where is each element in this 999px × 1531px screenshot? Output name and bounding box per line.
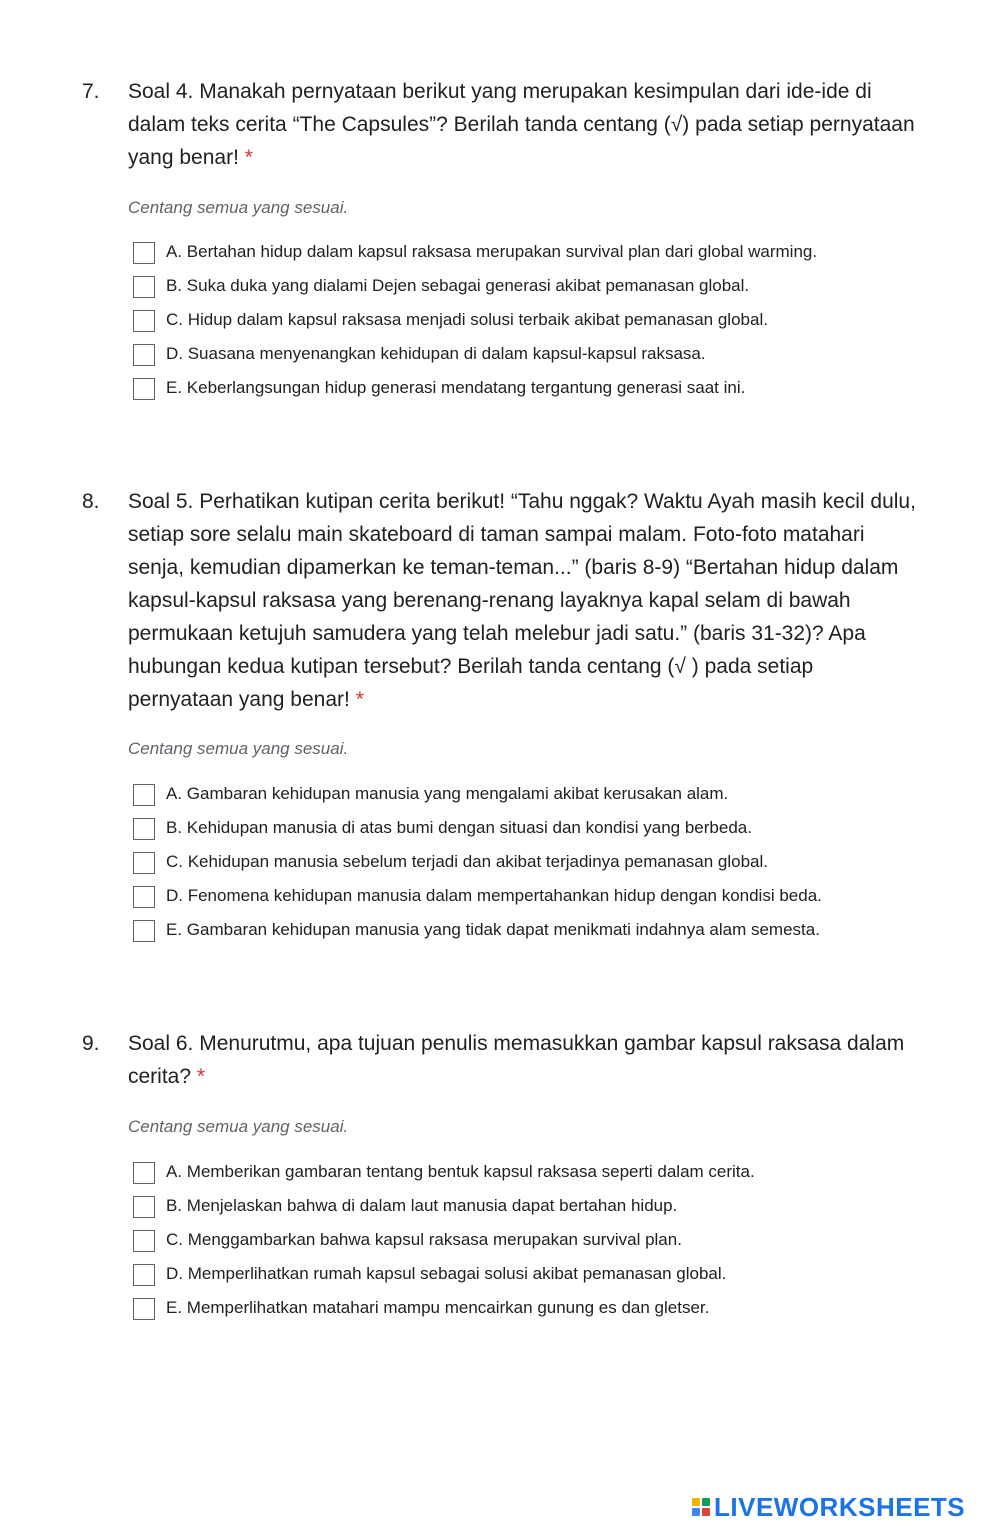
checkbox[interactable] bbox=[133, 242, 155, 264]
option-label: A. Gambaran kehidupan manusia yang mengalami akibat kerusakan alam. bbox=[166, 784, 729, 803]
option-label: D. Suasana menyenangkan kehidupan di dalam kapsul-kapsul raksasa. bbox=[166, 344, 706, 363]
option-label: B. Kehidupan manusia di atas bumi dengan situasi dan kondisi yang berbeda. bbox=[166, 818, 752, 837]
option-a[interactable] bbox=[133, 777, 953, 811]
checkbox[interactable] bbox=[133, 1230, 155, 1252]
checkbox[interactable] bbox=[133, 1298, 155, 1320]
required-mark: * bbox=[196, 1065, 206, 1088]
logo-square-4 bbox=[702, 1508, 710, 1516]
option-e[interactable] bbox=[133, 371, 953, 405]
option-label: D. Fenomena kehidupan manusia dalam mempertahankan hidup dengan kondisi beda. bbox=[166, 886, 822, 905]
option-d[interactable] bbox=[133, 1257, 953, 1291]
option-e[interactable] bbox=[133, 1291, 953, 1325]
logo-square-3 bbox=[692, 1508, 700, 1516]
option-c[interactable] bbox=[133, 1223, 953, 1257]
option-label: C. Kehidupan manusia sebelum terjadi dan akibat terjadinya pemanasan global. bbox=[166, 852, 768, 871]
option-d[interactable] bbox=[133, 337, 953, 371]
checkbox[interactable] bbox=[133, 886, 155, 908]
options-list bbox=[133, 777, 953, 947]
option-a[interactable] bbox=[133, 1155, 953, 1189]
required-mark: * bbox=[355, 688, 364, 711]
option-c[interactable] bbox=[133, 845, 953, 879]
question-text-body: Soal 6. Menurutmu, apa tujuan penulis memasukkan gambar kapsul raksasa dalam cerita? bbox=[128, 1032, 905, 1088]
checkbox[interactable] bbox=[133, 852, 155, 874]
option-b[interactable] bbox=[133, 811, 953, 845]
question-hint: Centang semua yang sesuai. bbox=[128, 739, 349, 758]
option-label: B. Suka duka yang dialami Dejen sebagai generasi akibat pemanasan global. bbox=[166, 276, 750, 295]
options-list bbox=[133, 1155, 953, 1325]
checkbox[interactable] bbox=[133, 818, 155, 840]
logo-square-2 bbox=[702, 1498, 710, 1506]
question-text bbox=[128, 485, 923, 716]
option-e[interactable] bbox=[133, 913, 953, 947]
option-b[interactable] bbox=[133, 269, 953, 303]
checkbox[interactable] bbox=[133, 378, 155, 400]
checkbox[interactable] bbox=[133, 1196, 155, 1218]
question-hint: Centang semua yang sesuai. bbox=[128, 198, 349, 217]
checkbox[interactable] bbox=[133, 920, 155, 942]
option-label: E. Keberlangsungan hidup generasi mendatang tergantung generasi saat ini. bbox=[166, 378, 746, 397]
option-label: C. Hidup dalam kapsul raksasa menjadi solusi terbaik akibat pemanasan global. bbox=[166, 310, 768, 329]
option-label: A. Memberikan gambaran tentang bentuk kapsul raksasa seperti dalam cerita. bbox=[166, 1162, 755, 1181]
question-text-body: Soal 5. Perhatikan kutipan cerita berikut! “Tahu nggak? Waktu Ayah masih kecil dulu, setiap sore selalu main skateboard di taman sampai malam. Foto-foto matahari senja, kemudian dipamerkan ke teman-teman...” (baris 8-9) “Bertahan hidup dalam kapsul-kapsul raksasa yang berenang-renang layaknya kapal selam di bawah permukaan ketujuh samudera yang telah melebur jadi satu.” (baris 31-32)? Apa hubungan kedua kutipan tersebut? Berilah tanda centang (√ ) pada setiap pernyataan yang benar! bbox=[128, 490, 916, 711]
options-list bbox=[133, 235, 953, 405]
checkbox[interactable] bbox=[133, 344, 155, 366]
option-label: D. Memperlihatkan rumah kapsul sebagai solusi akibat pemanasan global. bbox=[166, 1264, 727, 1283]
required-mark: * bbox=[244, 146, 253, 169]
option-c[interactable] bbox=[133, 303, 953, 337]
question-text-body: Soal 4. Manakah pernyataan berikut yang merupakan kesimpulan dari ide-ide di dalam teks cerita “The Capsules”? Berilah tanda centang (√) pada setiap pernyataan yang benar! bbox=[128, 80, 915, 169]
option-label: C. Menggambarkan bahwa kapsul raksasa merupakan survival plan. bbox=[166, 1230, 682, 1249]
logo-text: LIVEWORKSHEETS bbox=[714, 1491, 966, 1522]
question-text bbox=[128, 1027, 923, 1093]
option-label: E. Memperlihatkan matahari mampu mencairkan gunung es dan gletser. bbox=[166, 1298, 710, 1317]
checkbox[interactable] bbox=[133, 276, 155, 298]
option-label: B. Menjelaskan bahwa di dalam laut manusia dapat bertahan hidup. bbox=[166, 1196, 678, 1215]
option-d[interactable] bbox=[133, 879, 953, 913]
liveworksheets-logo bbox=[692, 1491, 965, 1523]
question-number: 8. bbox=[82, 490, 100, 513]
checkbox[interactable] bbox=[133, 1264, 155, 1286]
logo-square-1 bbox=[692, 1498, 700, 1506]
logo-mark-icon bbox=[692, 1498, 710, 1516]
option-label: E. Gambaran kehidupan manusia yang tidak dapat menikmati indahnya alam semesta. bbox=[166, 920, 820, 939]
question-hint: Centang semua yang sesuai. bbox=[128, 1117, 349, 1136]
question-number: 7. bbox=[82, 80, 100, 103]
question-number: 9. bbox=[82, 1032, 100, 1055]
option-label: A. Bertahan hidup dalam kapsul raksasa merupakan survival plan dari global warming. bbox=[166, 242, 818, 261]
checkbox[interactable] bbox=[133, 1162, 155, 1184]
checkbox[interactable] bbox=[133, 310, 155, 332]
option-a[interactable] bbox=[133, 235, 953, 269]
checkbox[interactable] bbox=[133, 784, 155, 806]
option-b[interactable] bbox=[133, 1189, 953, 1223]
question-text bbox=[128, 75, 923, 174]
